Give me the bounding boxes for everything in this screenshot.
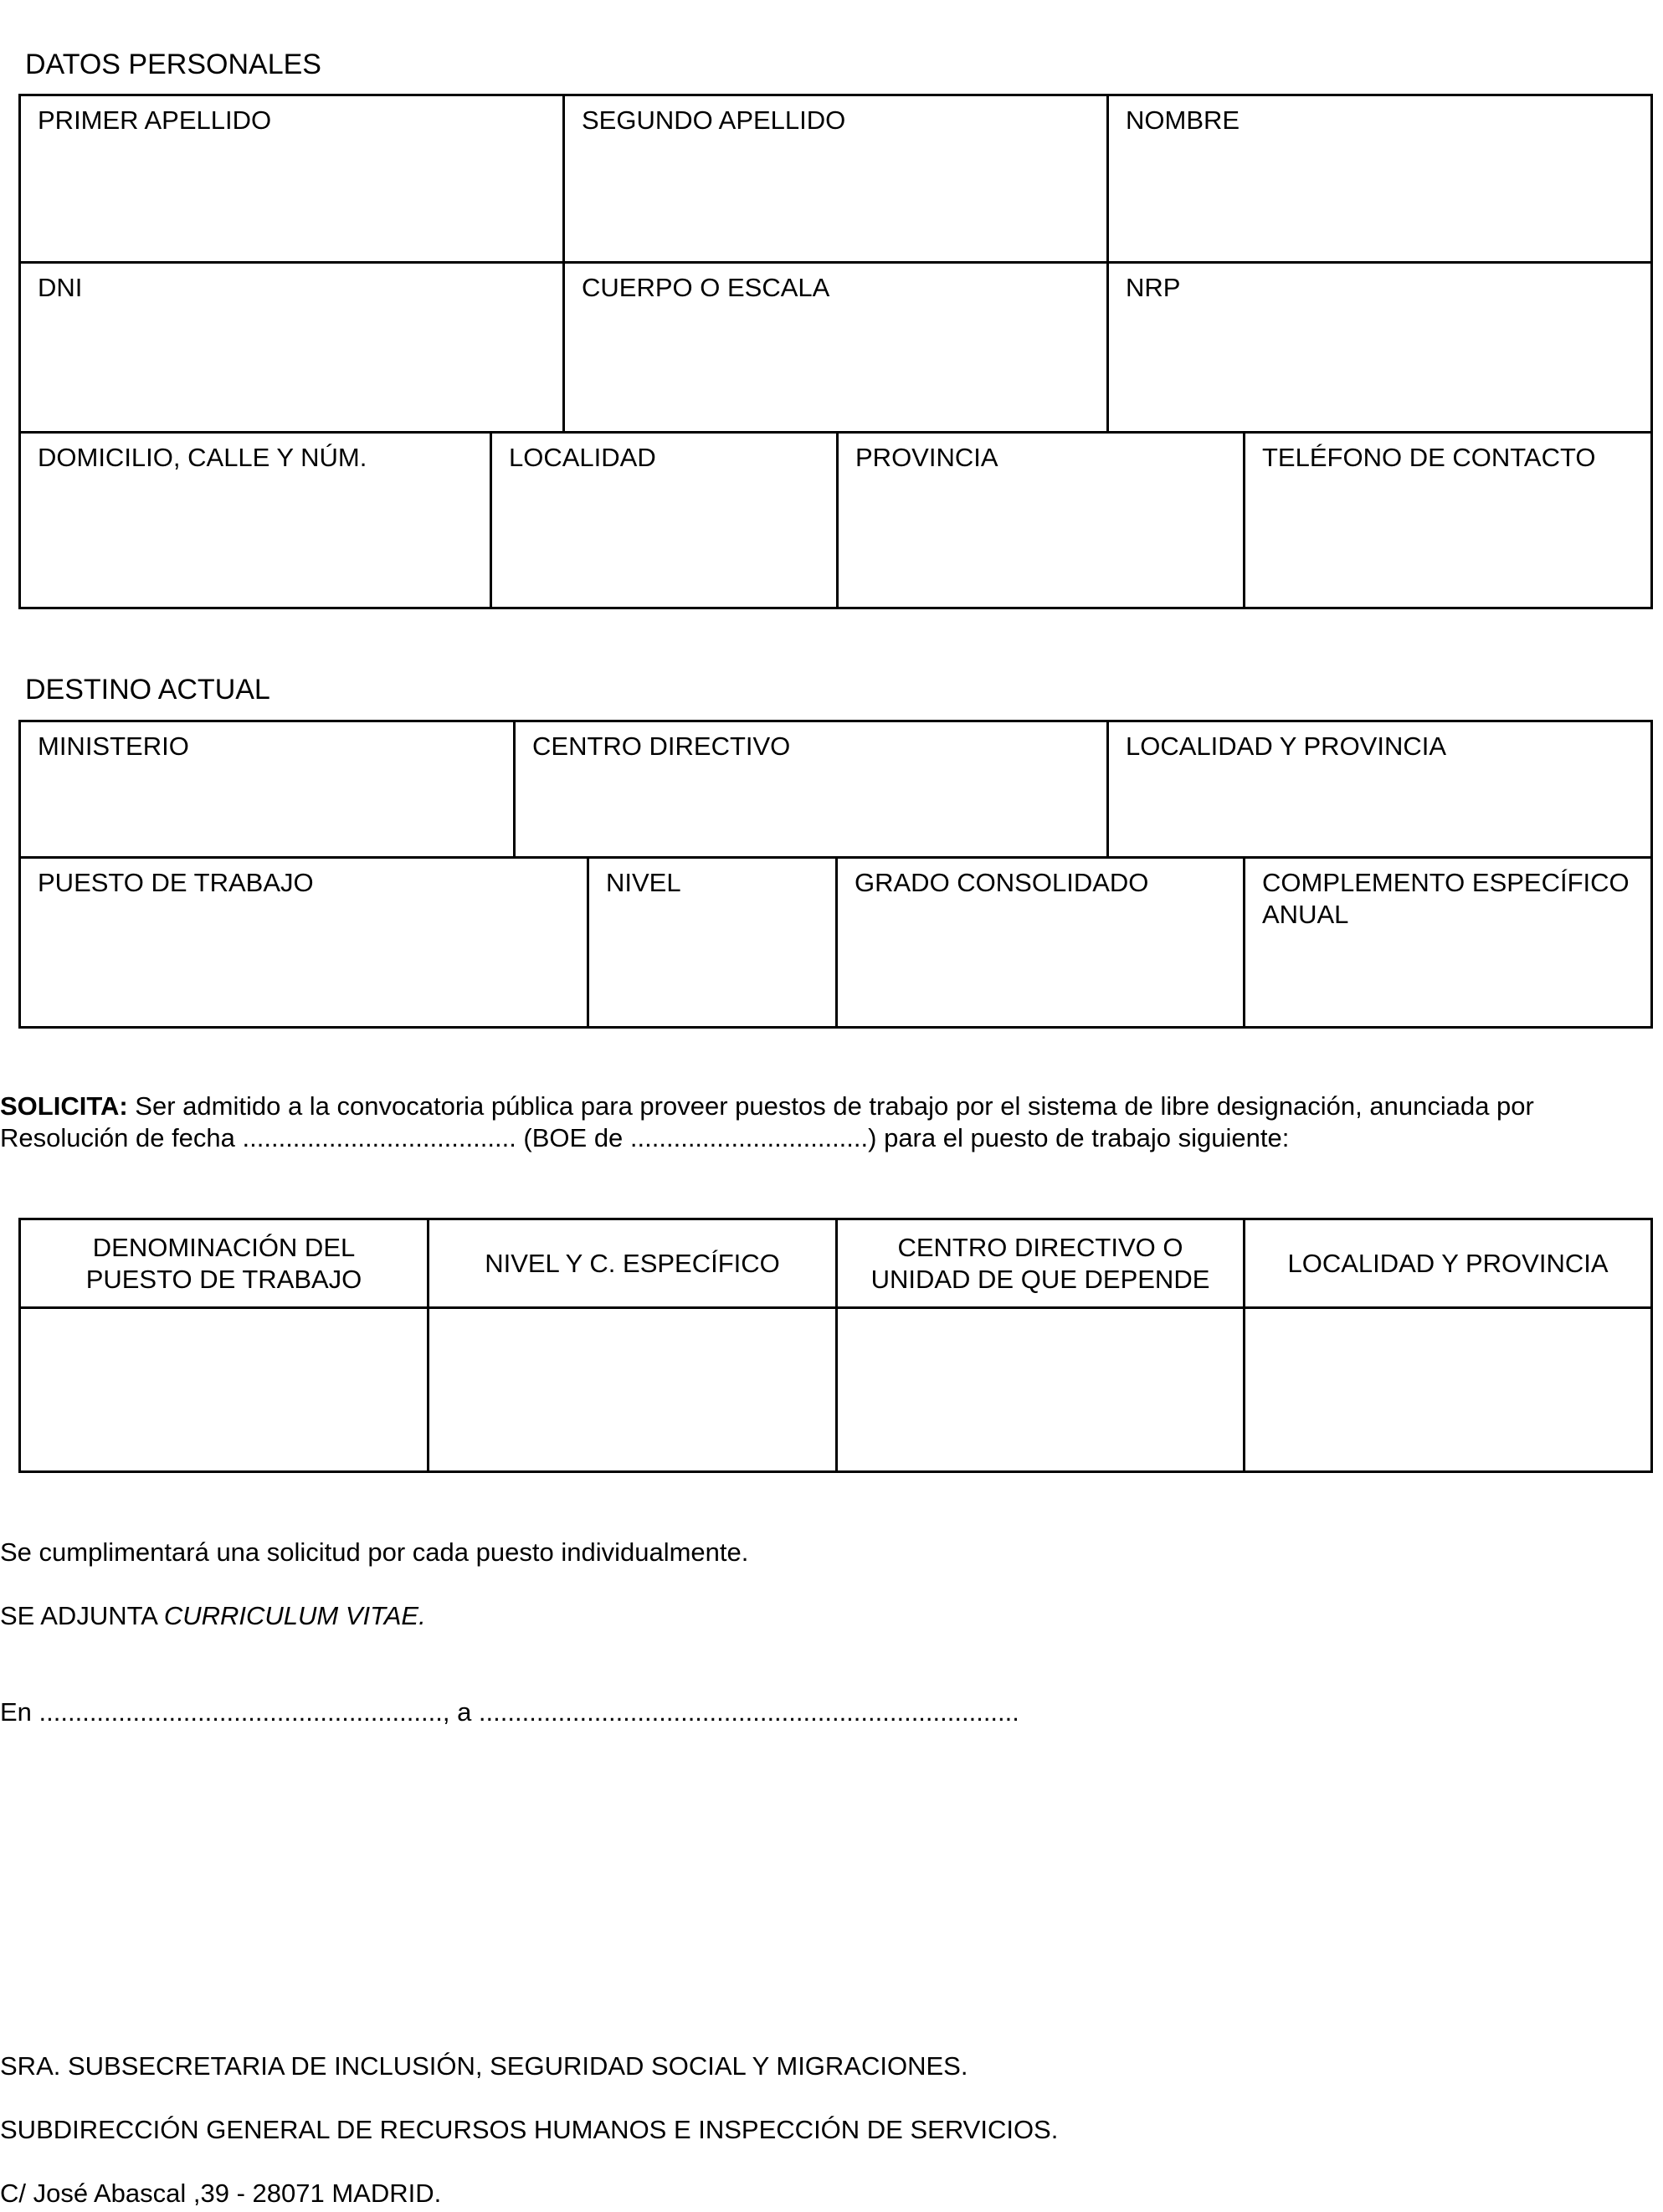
- datos-row-3: [21, 434, 1650, 607]
- puesto-header-nivel: NIVEL Y C. ESPECÍFICO: [429, 1220, 838, 1306]
- solicita-label: SOLICITA:: [0, 1091, 128, 1121]
- puesto-input-row: [21, 1309, 1650, 1470]
- lugar-fecha-line[interactable]: En ........................................................, a ...........................................................................: [0, 1697, 1019, 1727]
- destino-row-2: [21, 859, 1650, 1026]
- puesto-input-centro[interactable]: [838, 1309, 1245, 1470]
- footer-direccion: C/ José Abascal ,39 - 28071 MADRID.: [0, 2179, 442, 2208]
- puesto-input-denominacion[interactable]: [21, 1309, 429, 1470]
- footer-destinatario: SRA. SUBSECRETARIA DE INCLUSIÓN, SEGURIDAD SOCIAL Y MIGRACIONES.: [0, 2051, 968, 2081]
- field-grado-consolidado[interactable]: GRADO CONSOLIDADO: [838, 859, 1245, 1026]
- puesto-input-localidad[interactable]: [1245, 1309, 1650, 1470]
- puesto-header-localidad: LOCALIDAD Y PROVINCIA: [1287, 1248, 1609, 1278]
- section-title-destino-actual: DESTINO ACTUAL: [25, 674, 270, 706]
- solicita-text-2: Resolución de fecha ...................................... (BOE de .................................) para el puesto de trabajo siguiente:: [0, 1123, 1290, 1152]
- datos-row-2: [21, 264, 1650, 434]
- field-primer-apellido[interactable]: PRIMER APELLIDO: [21, 96, 565, 261]
- puesto-header-denominacion: DENOMINACIÓN DEL PUESTO DE TRABAJO: [21, 1220, 429, 1306]
- field-segundo-apellido[interactable]: SEGUNDO APELLIDO: [565, 96, 1109, 261]
- section-title-datos-personales: DATOS PERSONALES: [25, 49, 321, 80]
- field-nivel[interactable]: NIVEL: [589, 859, 838, 1026]
- destino-row-1: [21, 722, 1650, 859]
- field-provincia[interactable]: PROVINCIA: [839, 434, 1245, 607]
- note-adjunta-cv: CURRICULUM VITAE.: [163, 1601, 426, 1630]
- datos-row-1: [21, 96, 1650, 264]
- field-complemento-especifico[interactable]: COMPLEMENTO ESPECÍFICO ANUAL: [1262, 868, 1630, 929]
- puesto-input-nivel[interactable]: [429, 1309, 838, 1470]
- solicita-text-1: Ser admitido a la convocatoria pública para proveer puestos de trabajo por el sistema de libre designación, anunciada por: [127, 1091, 1534, 1121]
- destino-actual-grid: [18, 720, 1653, 1029]
- solicita-paragraph: [0, 1091, 1657, 1154]
- field-domicilio[interactable]: DOMICILIO, CALLE Y NÚM.: [21, 434, 492, 607]
- footer-subdireccion: SUBDIRECCIÓN GENERAL DE RECURSOS HUMANOS E INSPECCIÓN DE SERVICIOS.: [0, 2115, 1059, 2144]
- note-adjunta-prefix: SE ADJUNTA: [0, 1601, 164, 1630]
- field-dni[interactable]: DNI: [21, 264, 565, 431]
- field-nombre[interactable]: NOMBRE: [1126, 105, 1240, 135]
- field-nrp[interactable]: NRP: [1126, 273, 1181, 302]
- field-centro-directivo[interactable]: CENTRO DIRECTIVO: [516, 722, 1109, 856]
- note-individual: Se cumplimentará una solicitud por cada puesto individualmente.: [0, 1537, 749, 1567]
- puesto-table: [18, 1218, 1653, 1473]
- puesto-header-row: [21, 1220, 1650, 1309]
- puesto-header-centro: CENTRO DIRECTIVO O UNIDAD DE QUE DEPENDE: [838, 1220, 1245, 1306]
- note-adjunta: [0, 1600, 1657, 1632]
- solicita-line-1: [0, 1091, 1657, 1122]
- field-puesto-trabajo[interactable]: PUESTO DE TRABAJO: [21, 859, 589, 1026]
- field-localidad[interactable]: LOCALIDAD: [492, 434, 839, 607]
- field-cuerpo-escala[interactable]: CUERPO O ESCALA: [565, 264, 1109, 431]
- field-localidad-provincia[interactable]: LOCALIDAD Y PROVINCIA: [1126, 731, 1447, 761]
- field-telefono[interactable]: TELÉFONO DE CONTACTO: [1262, 443, 1596, 472]
- field-ministerio[interactable]: MINISTERIO: [21, 722, 516, 856]
- datos-personales-grid: [18, 94, 1653, 609]
